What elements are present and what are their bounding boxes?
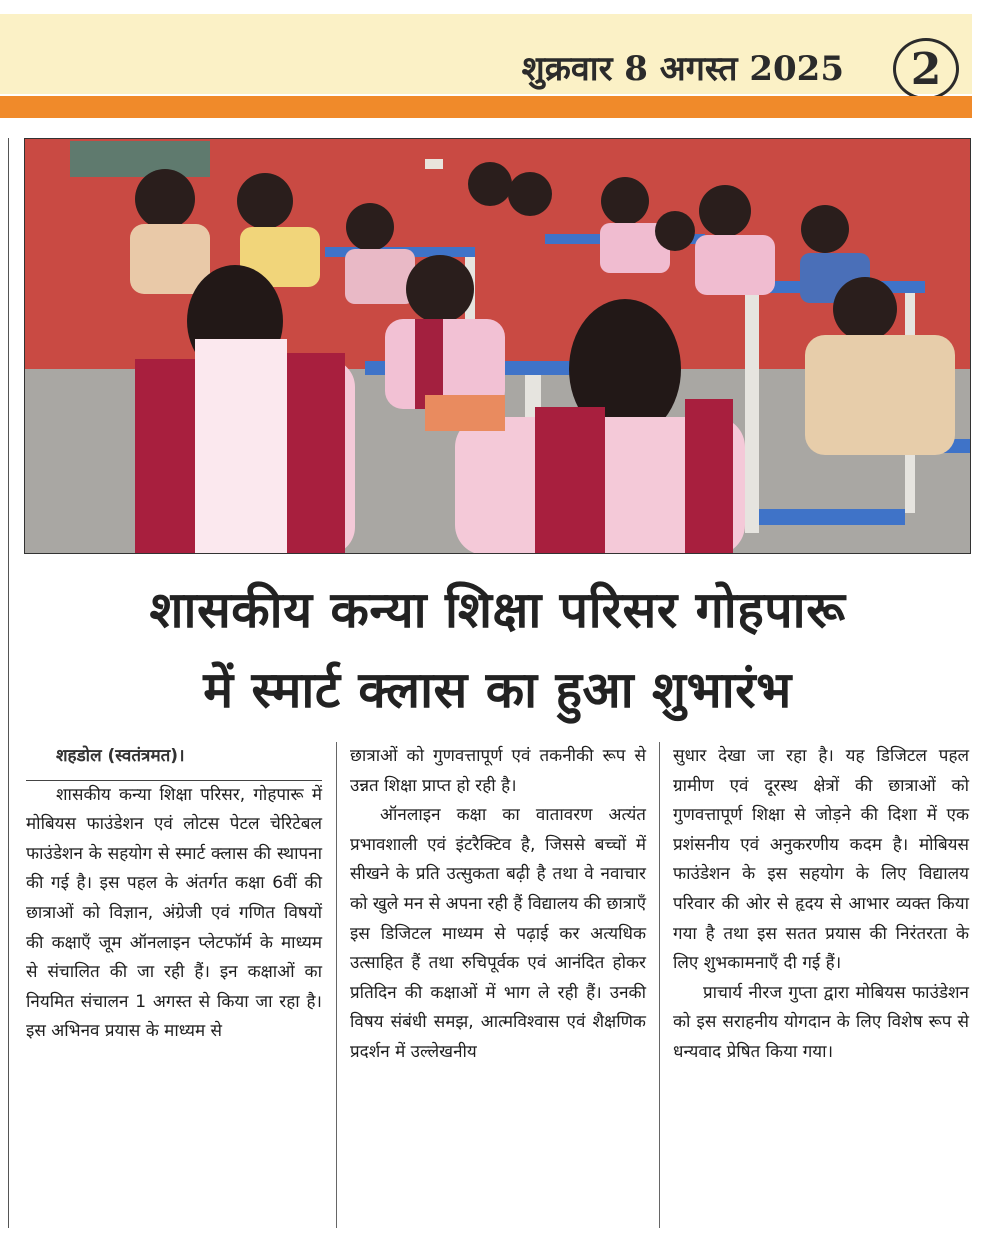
article-dateline: शहडोल (स्वतंत्रमत)। (26, 742, 322, 781)
article-column-1 (26, 742, 322, 1047)
column-divider (659, 742, 660, 1228)
masthead-accent-bar (0, 96, 972, 118)
headline-line-2: में स्मार्ट क्लास का हुआ शुभारंभ (203, 661, 792, 719)
page-number-badge: 2 (893, 38, 959, 100)
article-paragraph: प्राचार्य नीरज गुप्ता द्वारा मोबियस फाउंडेशन को इस सराहनीय योगदान के लिए विशेष रूप से धन्यवाद प्रेषित किया गया। (673, 982, 969, 1062)
article-paragraph: छात्राओं को गुणवत्तापूर्ण एवं तकनीकी रूप से उन्नत शिक्षा प्राप्त हो रही है। (350, 746, 646, 796)
issue-date: शुक्रवार 8 अगस्त 2025 (521, 49, 844, 89)
column-divider (336, 742, 337, 1228)
article-paragraph: ऑनलाइन कक्षा का वातावरण अत्यंत प्रभावशाली एवं इंटरैक्टिव है, जिससे बच्चों में सीखने के प्रति उत्सुकता बढ़ी है तथा वे नवाचार को खुले मन से अपना रही हैं विद्यालय की छात्राएँ इस डिजिटल माध्यम से पढ़ाई कर अत्यधिक उत्साहित हैं तथा रुचिपूर्वक एवं आनंदित होकर प्रतिदिन की कक्षाओं में भाग ले रही हैं। उनकी विषय संबंधी समझ, आत्मविश्वास एवं शैक्षणिक प्रदर्शन में उल्लेखनीय (350, 805, 646, 1062)
article-paragraph: शासकीय कन्या शिक्षा परिसर, गोहपारू में मोबियस फाउंडेशन एवं लोटस पेटल चेरिटेबल फाउंडेशन के सहयोग से स्मार्ट क्लास की स्थापना की गई है। इस पहल के अंतर्गत कक्षा 6वीं की छात्राओं को विज्ञान, अंग्रेजी एवं गणित विषयों की कक्षाएँ जूम ऑनलाइन प्लेटफॉर्म के माध्यम से संचालित की जा रही हैं। इन कक्षाओं का नियमित संचालन 1 अगस्त से किया जा रहा है। इस अभिनव प्रयास के माध्यम से (26, 784, 322, 1042)
headline-line-1: शासकीय कन्या शिक्षा परिसर गोहपारू (149, 581, 846, 639)
classroom-photo-illustration (25, 139, 971, 554)
page-left-rule (8, 138, 9, 1228)
classroom-photo (24, 138, 971, 554)
article-column-3 (673, 742, 969, 1068)
article-paragraph: सुधार देखा जा रहा है। यह डिजिटल पहल ग्रामीण एवं दूरस्थ क्षेत्रों की छात्राओं को गुणवत्तापूर्ण शिक्षा से जोड़ने की दिशा में एक प्रशंसनीय एवं अनुकरणीय कदम है। मोबियस फाउंडेशन के इस सहयोग के लिए विद्यालय परिवार की ओर से हृदय से आभार व्यक्त किया गया है तथा इस सतत प्रयास की निरंतरता के लिए शुभकामनाएँ दी गई हैं। (673, 746, 969, 974)
masthead-band (0, 14, 972, 94)
article-column-2 (350, 742, 646, 1068)
